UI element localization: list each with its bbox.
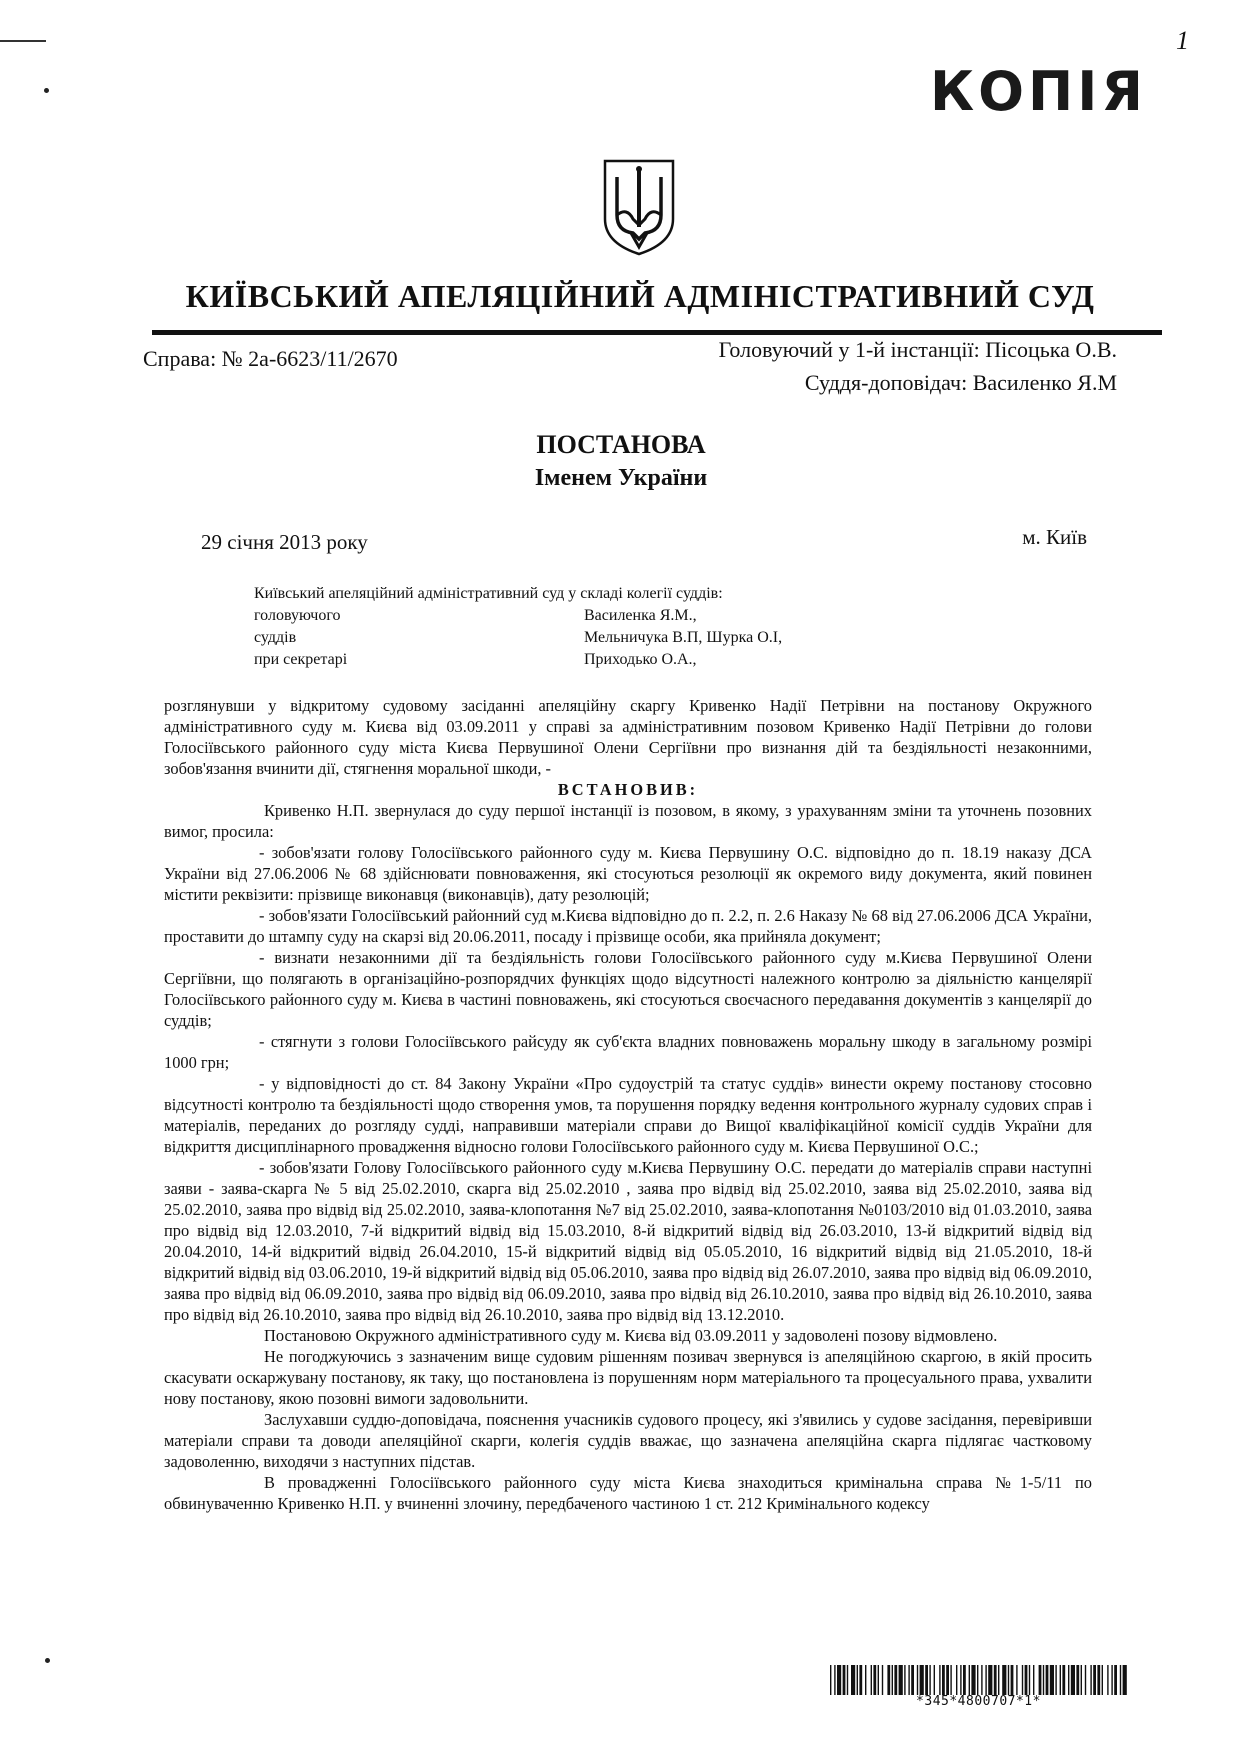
body-paragraph: розглянувши у відкритому судовому засіданні апеляційну скаргу Кривенко Надії Петрівни на постанову Окружного адміністративного суду м. Києва від 03.09.2011 у справі за адміністративним позовом Кривенко Надії Петрівни до голови Голосіївського районного суду міста Києва Первушиної Олени Сергіївни про визнання дій та бездіяльності незаконними, зобов'язання вчинити дії, стягнення моральної шкоди, -	[164, 696, 1092, 778]
header-divider	[152, 330, 1162, 335]
body-paragraph: - у відповідності до ст. 84 Закону України «Про судоустрій та статус суддів» винести окрему постанову стосовно відсутності контролю та бездіяльності щодо створення умов, та порушення порядку ведення контрольного журналу судових справ і матеріалів, переданих до розгляду судді, направивши матеріали справи до Вищої кваліфікаційної комісії суддів України для відкриття дисциплінарного провадження відносно голови Голосіївського районного суду м. Києва Первушиної О.С.;	[164, 1074, 1092, 1156]
panel-row	[254, 627, 783, 649]
panel-name: Мельничука В.П, Шурка О.І,	[584, 629, 783, 646]
panel-name: Василенка Я.М.,	[584, 607, 697, 624]
panel-row	[254, 605, 723, 627]
copy-stamp: КОПІЯ	[930, 60, 1147, 123]
page-number: 1	[1176, 26, 1189, 55]
panel-row	[254, 649, 723, 671]
barcode-block	[830, 1665, 1127, 1709]
panel-role: при секретарі	[254, 651, 348, 668]
case-number: Справа: № 2а-6623/11/2670	[143, 346, 398, 371]
barcode-text: *345*4800707*1*	[916, 1694, 1041, 1709]
body-paragraph: - зобов'язати Голову Голосіївського районного суду м.Києва Первушину О.С. передати до матеріалів справи наступні заяви - заява-скарга № 5 від 25.02.2010, скарга від 25.02.2010 , заява про відвід від 25.02.2010, заява від 25.02.2010, заява від 25.02.2010, заява про відвід від 25.02.2010, заява-клопотання №7 від 25.02.2010, заява-клопотання №0103/2010 від 01.03.2010, заява про відвід від 12.03.2010, 7-й відкритий відвід від 15.03.2010, 8-й відкритий відвід від 26.03.2010, 13-й відкритий відвід від 20.04.2010, 14-й відкритий відвід 26.04.2010, 15-й відкритий відвід від 05.05.2010, 16 відкритий відвід від 21.05.2010, 18-й відкритий відвід від 03.06.2010, 19-й відкритий відвід від 05.06.2010, заява про відвід від 26.07.2010, заява про відвід від 06.09.2010, заява про відвід від 06.09.2010, заява про відвід від 06.09.2010, заява про відвід від 26.10.2010, заява про відвід від 26.10.2010, заява про відвід від 26.10.2010, заява про відвід від 26.10.2010, заява про відвід від 13.12.2010.	[164, 1158, 1092, 1324]
body-paragraph: Кривенко Н.П. звернулася до суду першої інстанції із позовом, в якому, з урахуванням зміни та уточнень позовних вимог, просила:	[164, 801, 1092, 841]
judge-rapporteur: Суддя-доповідач: Василенко Я.М	[804, 370, 1117, 395]
judicial-panel	[254, 583, 783, 671]
document-title: ПОСТАНОВА	[536, 430, 706, 459]
body-paragraph: Постановою Окружного адміністративного суду м. Києва від 03.09.2011 у задоволені позову відмовлено.	[264, 1326, 998, 1345]
section-heading: ВСТАНОВИВ:	[557, 780, 699, 799]
scan-dot	[45, 1658, 50, 1663]
trident-coat-of-arms-icon	[601, 157, 677, 257]
body-paragraph: - зобов'язати голову Голосіївського районного суду м. Києва Первушину О.С. відповідно до п. 18.19 наказу ДСА України від 27.06.2006 № 68 здійснювати повноваження, які стосуються резолюції як окремого виду документа, який повинен містити реквізити: прізвище виконавця (виконавців), дату резолюцій;	[164, 843, 1092, 904]
panel-role: суддів	[254, 629, 297, 646]
body-paragraph: - визнати незаконними дії та бездіяльність голови Голосіївського районного суду м.Києва Первушиної Олени Сергіївни, що полягають в організаційно-розпорядчих функціях щодо відсутності належного контролю за діяльністю канцелярії Голосіївського районного суду м. Києва в частині повноважень, які стосуються своєчасного передавання документів з канцелярії до суддів;	[164, 948, 1092, 1030]
decision-date: 29 січня 2013 року	[201, 530, 368, 554]
decision-city: м. Київ	[1022, 525, 1087, 549]
decision-body	[164, 695, 1092, 1514]
body-paragraph: В провадженні Голосіївського районного суду міста Києва знаходиться кримінальна справа №1-5/11 по обвинуваченню Кривенко Н.П. у вчиненні злочину, передбаченого частиною 1 ст. 212 Кримінального кодексу	[164, 1473, 1092, 1513]
body-paragraph: Заслухавши суддю-доповідача, пояснення учасників судового процесу, які з'явились у судове засідання, перевіривши матеріали справи та доводи апеляційної скарги, колегія суддів вважає, що зазначена апеляційна скарга підлягає частковому задоволенню, виходячи з наступних підстав.	[164, 1410, 1092, 1471]
court-name: КИЇВСЬКИЙ АПЕЛЯЦІЙНИЙ АДМІНІСТРАТИВНИЙ СУД	[185, 278, 1095, 314]
panel-role: головуючого	[254, 607, 341, 624]
presiding-first-instance: Головуючий у 1-й інстанції: Пісоцька О.В.	[718, 337, 1117, 362]
scan-dot	[44, 88, 49, 93]
panel-name: Приходько О.А.,	[584, 651, 697, 668]
document-subtitle: Іменем України	[534, 465, 708, 491]
scan-artifact-line	[0, 40, 46, 42]
barcode-icon	[830, 1665, 1127, 1695]
panel-intro: Київський апеляційний адміністративний суд у складі колегії суддів:	[254, 585, 723, 602]
body-paragraph: Не погоджуючись з зазначеним вище судовим рішенням позивач звернувся із апеляційною скаргою, в якій просить скасувати оскаржувану постанову, як таку, що постановлена із порушенням норм матеріального та процесуального права, ухвалити нову постанову, якою позовні вимоги задовольнити.	[164, 1347, 1092, 1408]
body-paragraph: - зобов'язати Голосіївський районний суд м.Києва відповідно до п. 2.2, п. 2.6 Наказу № 68 від 27.06.2006 ДСА України, проставити до штампу суду на скарзі від 20.06.2011, посаду і прізвище особи, яка прийняла документ;	[164, 906, 1092, 946]
body-paragraph: - стягнути з голови Голосіївського райсуду як суб'єкта владних повноважень моральну шкоду в загальному розмірі 1000 грн;	[164, 1032, 1092, 1072]
